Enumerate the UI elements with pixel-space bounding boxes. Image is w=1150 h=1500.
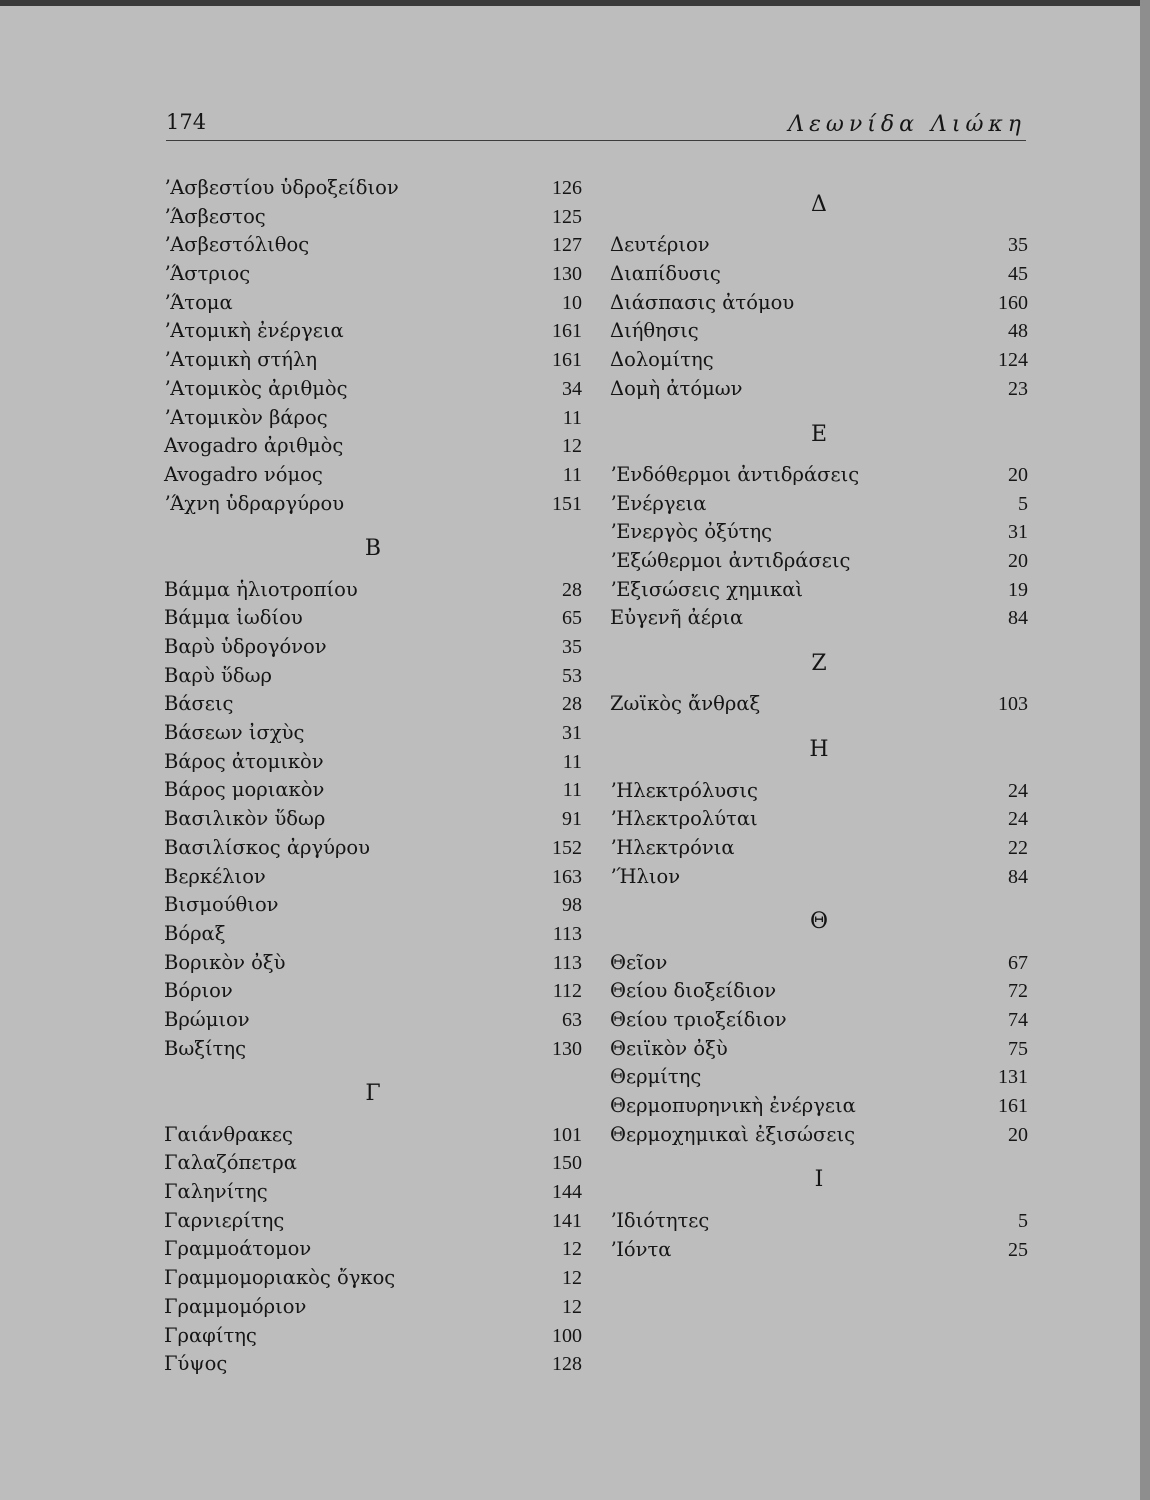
index-page-ref: 100 (552, 1324, 582, 1347)
index-term: Βαρὺ ὑδρογόνον (164, 635, 327, 659)
author-name: Λεωνίδα Λιώκη (788, 112, 1026, 137)
index-page-ref: 24 (1008, 779, 1028, 802)
index-page-ref: 34 (562, 377, 582, 400)
index-term: Βόραξ (164, 921, 226, 945)
index-term: ʼΕνεργὸς ὀξύτης (610, 520, 773, 544)
index-term: Βάσεις (164, 692, 234, 716)
index-page-ref: 20 (1008, 463, 1028, 486)
index-page-ref: 22 (1008, 836, 1028, 859)
section-letter-heading: Δ (811, 192, 827, 217)
index-page-ref: 131 (998, 1066, 1028, 1089)
index-page-ref: 12 (562, 1238, 582, 1261)
index-term: Γραφίτης (164, 1323, 257, 1347)
index-term: Θειϊκὸν ὀξὺ (610, 1036, 728, 1060)
index-entry (164, 176, 582, 205)
index-term: Δομὴ ἀτόμων (610, 376, 743, 400)
index-term: Δευτέριον (610, 233, 710, 257)
index-term: ʼΆτομα (164, 290, 233, 314)
index-entry (610, 463, 1028, 492)
index-page-ref: 126 (552, 177, 582, 199)
section-letter-heading: Β (364, 536, 382, 562)
index-page-ref: 72 (1008, 980, 1028, 1003)
index-entry (164, 1123, 582, 1152)
index-page-ref: 48 (1008, 320, 1028, 343)
index-page-ref: 35 (1008, 234, 1028, 257)
index-column-right (610, 176, 1028, 1266)
index-entry (164, 434, 582, 463)
index-term: ʼΑτομικὴ ἐνέργεια (164, 319, 344, 343)
index-page-ref: 12 (562, 1295, 582, 1318)
index-entry (164, 1324, 582, 1353)
index-page-ref: 28 (562, 578, 582, 601)
index-entry (610, 1209, 1028, 1238)
index-page-ref: 161 (552, 320, 582, 343)
index-entry (164, 922, 582, 951)
index-term: ʼΑσβεστίου ὑδροξείδιον (164, 176, 399, 199)
scan-right-edge (1140, 0, 1150, 1500)
index-page-ref: 12 (562, 1267, 582, 1290)
index-page-ref: 144 (552, 1181, 582, 1204)
index-entry (610, 520, 1028, 549)
index-page-ref: 19 (1008, 578, 1028, 601)
index-entry (610, 1065, 1028, 1094)
index-term: ʼΕξισώσεις χημικαὶ (610, 577, 804, 601)
index-term: ʼΙόντα (610, 1237, 672, 1261)
index-term: Θερμοπυρηνικὴ ἐνέργεια (610, 1094, 856, 1118)
index-term: Γαιάνθρακες (164, 1122, 293, 1146)
index-term: Διήθησις (610, 319, 699, 343)
index-page-ref: 5 (1018, 1209, 1028, 1232)
index-entry (164, 778, 582, 807)
index-term: ʼΆχνη ὑδραργύρου (164, 491, 345, 515)
index-term: ʼΗλεκτρόνια (610, 835, 735, 859)
section-letter-heading: Ι (814, 1167, 824, 1193)
index-entry (164, 1180, 582, 1209)
index-page-ref: 113 (552, 951, 582, 974)
index-term: ʼΕνέργεια (610, 491, 707, 515)
index-term: Θείου διοξείδιον (610, 979, 777, 1003)
index-page-ref: 11 (562, 779, 582, 802)
index-term: Βασιλικὸν ὕδωρ (164, 807, 326, 831)
index-page-ref: 28 (562, 693, 582, 716)
index-entry (610, 319, 1028, 348)
index-page-ref: 67 (1008, 951, 1028, 974)
index-term: Εὐγενῆ ἀέρια (610, 606, 744, 630)
index-entry (164, 377, 582, 406)
index-entry (610, 1037, 1028, 1066)
index-page-ref: 84 (1008, 607, 1028, 630)
index-term: ʼΑτομικὴ στήλη (164, 348, 318, 372)
index-page-ref: 20 (1008, 1123, 1028, 1146)
index-term: Βάρος μοριακὸν (164, 778, 325, 802)
index-page-ref: 84 (1008, 865, 1028, 888)
index-entry (164, 979, 582, 1008)
index-term: Βορικὸν ὀξὺ (164, 950, 286, 974)
book-page (0, 6, 1140, 1500)
section-letter-heading: Η (809, 737, 829, 763)
index-entry (164, 1008, 582, 1037)
index-entry (164, 893, 582, 922)
index-term: ʼΑσβεστόλιθος (164, 233, 310, 257)
section-letter-heading: Γ (365, 1081, 381, 1107)
index-entry (164, 750, 582, 779)
index-term: Βόριον (164, 979, 233, 1003)
index-entry (610, 233, 1028, 262)
index-page-ref: 45 (1008, 263, 1028, 286)
index-entry (610, 865, 1028, 894)
index-page-ref: 31 (1008, 521, 1028, 544)
index-entry (610, 377, 1028, 406)
index-page-ref: 124 (998, 349, 1028, 372)
index-term: ʼΕξώθερμοι ἀντιδράσεις (610, 548, 851, 572)
index-page-ref: 10 (562, 291, 582, 314)
index-term: Βερκέλιον (164, 864, 266, 888)
index-term: Βασιλίσκος ἀργύρου (164, 835, 371, 859)
index-term: ʼΆστριος (164, 262, 251, 286)
index-page-ref: 11 (562, 406, 582, 429)
index-term: ʼΕνδόθερμοι ἀντιδράσεις (610, 462, 860, 486)
index-term: Βισμούθιον (164, 893, 279, 917)
index-term: Θείου τριοξείδιον (610, 1008, 787, 1032)
index-entry (610, 549, 1028, 578)
index-term: ʼΗλεκτρόλυσις (610, 778, 758, 802)
index-entry (610, 606, 1028, 635)
index-page-ref: 161 (998, 1095, 1028, 1118)
index-term: Βωξίτης (164, 1036, 247, 1060)
index-term: Βρώμιον (164, 1007, 250, 1031)
index-term: Γραμμομοριακὸς ὄγκος (164, 1266, 396, 1290)
index-term: Γαληνίτης (164, 1180, 268, 1204)
index-entry (164, 319, 582, 348)
index-entry (610, 291, 1028, 320)
index-term: Δολομίτης (610, 348, 714, 372)
index-entry (164, 1151, 582, 1180)
index-term: Γύψος (164, 1352, 228, 1376)
index-entry (610, 492, 1028, 521)
index-page-ref: 130 (552, 263, 582, 286)
index-page-ref: 160 (998, 291, 1028, 314)
index-term: Διάσπασις ἀτόμου (610, 290, 795, 314)
index-term: Γαρνιερίτης (164, 1208, 285, 1232)
index-term: Θερμοχημικαὶ ἐξισώσεις (610, 1122, 856, 1146)
index-page-ref: 151 (552, 492, 582, 515)
index-term: Διαπίδυσις (610, 262, 721, 286)
index-entry (164, 692, 582, 721)
index-entry (164, 836, 582, 865)
index-page-ref: 163 (552, 865, 582, 888)
index-entry (164, 578, 582, 607)
index-term: ʼΑτομικὸς ἀριθμὸς (164, 376, 348, 400)
index-entry (164, 1237, 582, 1266)
index-entry (164, 865, 582, 894)
index-term: Ζωϊκὸς ἄνθραξ (610, 692, 761, 716)
index-entry (610, 951, 1028, 980)
index-entry (164, 721, 582, 750)
index-entry (610, 807, 1028, 836)
index-column-left (164, 176, 582, 1381)
index-page-ref: 152 (552, 836, 582, 859)
page-number: 174 (166, 110, 207, 134)
index-entry (164, 951, 582, 980)
index-term: Γραμμομόριον (164, 1294, 307, 1318)
index-page-ref: 23 (1008, 377, 1028, 400)
index-term: ʼΉλιον (610, 864, 681, 888)
index-term: Θερμίτης (610, 1065, 702, 1089)
index-page-ref: 65 (562, 607, 582, 630)
section-letter-heading: Ζ (811, 651, 827, 677)
index-page-ref: 91 (562, 808, 582, 831)
index-term: ʼΆσβεστος (164, 204, 266, 228)
index-entry (164, 463, 582, 492)
index-entry (164, 205, 582, 234)
index-term: Βαρὺ ὕδωρ (164, 663, 272, 687)
index-term: Γραμμοάτομον (164, 1237, 312, 1261)
index-entry (610, 692, 1028, 721)
index-page-ref: 11 (562, 750, 582, 773)
section-letter-heading: Ε (810, 421, 828, 447)
index-term: ʼΗλεκτρολύται (610, 807, 758, 831)
index-entry (164, 348, 582, 377)
index-entry (610, 578, 1028, 607)
index-entry (164, 606, 582, 635)
index-entry (164, 1295, 582, 1324)
index-entry (610, 1123, 1028, 1152)
index-term: Βάρος ἀτομικὸν (164, 749, 324, 773)
index-page-ref: 98 (562, 894, 582, 917)
index-entry (164, 635, 582, 664)
index-entry (610, 836, 1028, 865)
index-entry (610, 348, 1028, 377)
index-entry (164, 291, 582, 320)
index-page-ref: 130 (552, 1037, 582, 1060)
index-entry (164, 1209, 582, 1238)
index-page-ref: 113 (552, 922, 582, 945)
index-entry (610, 779, 1028, 808)
index-term: Avogadro ἀριθμὸς (164, 434, 344, 458)
index-page-ref: 74 (1008, 1009, 1028, 1032)
index-entry (610, 979, 1028, 1008)
index-page-ref: 103 (998, 693, 1028, 716)
index-term: ʼΙδιότητες (610, 1208, 710, 1232)
index-page-ref: 125 (552, 205, 582, 228)
index-entry (610, 1008, 1028, 1037)
index-entry (164, 262, 582, 291)
index-entry (164, 1037, 582, 1066)
index-term: Avogadro νόμος (164, 462, 323, 486)
index-entry (610, 1238, 1028, 1267)
index-entry (164, 492, 582, 521)
index-page-ref: 35 (562, 636, 582, 659)
index-entry (610, 262, 1028, 291)
index-term: Θεῖον (610, 950, 668, 974)
index-page-ref: 75 (1008, 1037, 1028, 1060)
index-page-ref: 112 (552, 980, 582, 1003)
index-entry (164, 1266, 582, 1295)
index-page-ref: 141 (552, 1209, 582, 1232)
index-page-ref: 31 (562, 722, 582, 745)
index-page-ref: 150 (552, 1152, 582, 1175)
index-page-ref: 5 (1018, 492, 1028, 515)
index-term: Βάμμα ἡλιοτροπίου (164, 577, 358, 601)
index-page-ref: 161 (552, 349, 582, 372)
index-page-ref: 11 (562, 463, 582, 486)
index-page-ref: 53 (562, 664, 582, 687)
index-page-ref: 24 (1008, 808, 1028, 831)
index-entry (610, 1094, 1028, 1123)
index-page-ref: 12 (562, 435, 582, 458)
index-term: Βάσεων ἰσχὺς (164, 721, 305, 745)
index-term: Βάμμα ἰωδίου (164, 606, 303, 630)
index-entry (164, 807, 582, 836)
index-term: Γαλαζόπετρα (164, 1151, 297, 1175)
index-page-ref: 127 (552, 234, 582, 257)
index-page-ref: 25 (1008, 1238, 1028, 1261)
index-entry (164, 1352, 582, 1381)
index-page-ref: 128 (552, 1353, 582, 1376)
index-page-ref: 101 (552, 1123, 582, 1146)
section-letter-heading: Θ (809, 909, 829, 935)
index-entry (164, 664, 582, 693)
running-header (166, 106, 1026, 141)
index-term: ʼΑτομικὸν βάρος (164, 405, 328, 429)
index-entry (164, 233, 582, 262)
index-page-ref: 63 (562, 1008, 582, 1031)
index-entry (164, 406, 582, 435)
index-page-ref: 20 (1008, 549, 1028, 572)
